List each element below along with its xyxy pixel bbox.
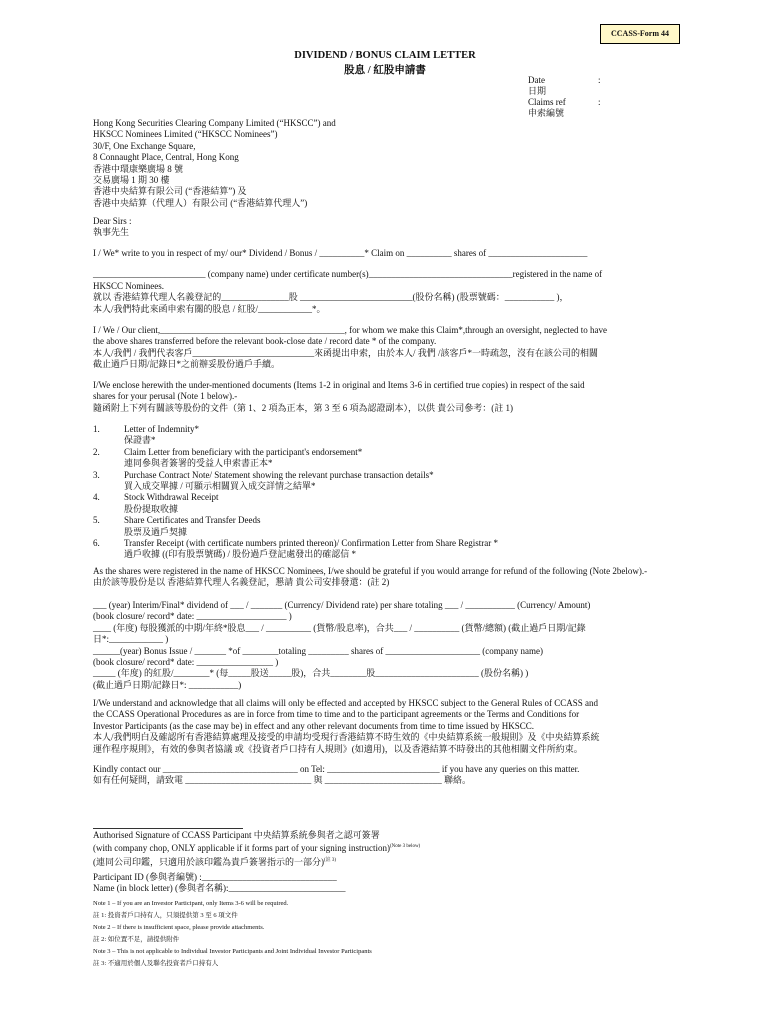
salutation-zh: 執事先生 — [93, 227, 130, 238]
item-zh: 連同參與者簽署的受益人申索書正本* — [124, 458, 273, 469]
item-number: 4. — [93, 492, 100, 503]
text-line: HKSCC Nominees. — [93, 280, 165, 291]
participant-name-field: Name (in block letter) (參與者名稱):__________________________ — [93, 883, 346, 894]
text-line: ______(year) Bonus Issue / _______ *of ________totaling _________ shares of _____________________ (company name) — [93, 645, 543, 656]
text-line: ___ (year) Interim/Final* dividend of ___ / _______ (Currency/ Dividend rate) per share totaling ___ / ___________ (Currency/ Amount) — [93, 600, 591, 610]
signature-chop-text: (with company chop, ONLY applicable if it forms part of your signing instruction) — [93, 843, 390, 854]
item-en: Claim Letter from beneficiary with the participant's endorsement* — [124, 446, 363, 457]
text-line: ____ (年度) 每股獲派的中期/年終*股息___ / __________ (貨幣/股息率)，合共___ / __________ (貨幣/總額) (截止過戶日期/記錄 — [93, 622, 586, 633]
text-line: 本人/我們明白及確認所有香港結算處理及接受的申請均受現行香港結算不時生效的《中央結算系統一般規則》及《中央結算系統 — [93, 732, 600, 743]
text-line: 如有任何疑問，請致電 ____________________________ 與 __________________________ 聯絡。 — [93, 775, 472, 786]
list-item — [93, 492, 677, 515]
title-english: DIVIDEND / BONUS CLAIM LETTER — [294, 50, 476, 61]
list-item — [93, 538, 677, 561]
participant-id-field: Participant ID (參與者編號) :______________________________ — [93, 872, 337, 882]
paragraph-entitlement — [93, 600, 677, 691]
salutation-en: Dear Sirs : — [93, 216, 132, 226]
address-line: HKSCC Nominees Limited (“HKSCC Nominees”) — [93, 129, 278, 140]
paragraph-enclosures — [93, 380, 677, 414]
item-en: Share Certificates and Transfer Deeds — [124, 515, 261, 526]
salutation — [93, 216, 677, 239]
note-ref: (註 3) — [324, 857, 337, 863]
item-en: Transfer Receipt (with certificate numbers printed thereon)/ Confirmation Letter from Share Registrar * — [124, 537, 499, 548]
notes-block — [93, 898, 677, 970]
paragraph-client — [93, 325, 677, 371]
text-line: 隨函附上下列有關該等股份的文件（第 1、2 項為正本，第 3 至 6 項為認證副本），以供 貴公司參考：(註 1) — [93, 402, 513, 413]
list-item — [93, 515, 677, 538]
text-line: _____ (年度) 的紅股/________* (每_____股送_____股)，合共________股_______________________ (股份名稱) ) — [93, 668, 529, 679]
list-item — [93, 424, 677, 447]
address-line: 香港中央結算（代理人）有限公司 (“香港結算代理人”) — [93, 197, 308, 208]
text-line: (book closure/ record* date: _________________ ) — [93, 657, 279, 668]
text-line: 由於該等股份是以 香港結算代理人名義登記，懇請 貴公司安排發還：(註 2) — [93, 577, 390, 588]
text-line: I / We* write to you in respect of my/ our* Dividend / Bonus / __________* Claim on __________ shares of ______________________ — [93, 248, 588, 258]
note-line: 註 2: 如位置不足，請提供附件 — [93, 936, 180, 943]
text-line: (book closure/ record* date: ____________________ ) — [93, 611, 292, 622]
text-line: shares for your perusal (Note 1 below).- — [93, 391, 238, 402]
note-line: Note 3 – This is not applicable to Individual Investor Participants and Joint Individual Investor Participants — [93, 948, 372, 955]
item-number: 1. — [93, 424, 100, 434]
recipient-address — [93, 118, 677, 209]
text-line: 就以 香港結算代理人名義登記的_______________股 _________________________(股份名稱) (股票號碼：___________ )， — [93, 292, 569, 303]
paragraph-acknowledgement — [93, 698, 677, 755]
note-line: 註 3: 不適用於個人及聯名投資者戶口持有人 — [93, 960, 219, 967]
note-line: Note 1 – If you are an Investor Participant, only Items 3-6 will be required. — [93, 900, 289, 907]
item-number: 6. — [93, 537, 100, 548]
signature-line — [93, 828, 243, 829]
address-line: 交易廣場 1 期 30 樓 — [93, 175, 170, 186]
text-line: the above shares transferred before the relevant book-close date / record date * of the company. — [93, 336, 437, 347]
title-chinese: 股息 / 紅股申請書 — [344, 65, 426, 76]
form-number-badge: CCASS-Form 44 — [600, 24, 680, 44]
item-zh: 股份提取收據 — [124, 503, 179, 514]
document-list — [93, 424, 677, 561]
address-line: 香港中環康樂廣場 8 號 — [93, 163, 184, 174]
text-line: 日*:____________ ) — [93, 634, 169, 645]
item-zh: 股票及過戶契據 — [124, 526, 188, 537]
signature-caption: Authorised Signature of CCASS Participant 中央結算系統參與者之認可簽署 — [93, 830, 380, 840]
text-line: As the shares were registered in the name of HKSCC Nominees, I/we should be grateful if you would arrange for refund of the following (Note 2below).- — [93, 566, 648, 576]
text-line: (截止過戶日期/記錄日*: ___________) — [93, 679, 242, 690]
text-line: Kindly contact our ______________________________ on Tel: _________________________ if you have any queries on this matter. — [93, 764, 580, 774]
signature-chop-text-zh: (連同公司印鑑，只適用於該印鑑為貴戶簽署指示的一部分) — [93, 856, 324, 867]
item-number: 5. — [93, 515, 100, 526]
participant-block — [93, 872, 677, 895]
text-line: 截止過戶日期/記錄日*之前辦妥股份過戶手續。 — [93, 359, 281, 370]
text-line: the CCASS Operational Procedures as are in force from time to time and to the participant agreements or the Terms and Conditions for — [93, 709, 580, 720]
note-ref: (Note 3 below) — [389, 844, 421, 850]
text-line: 運作程序規則》，有效的參與者協議 或《投資者戶口持有人規則》(如適用)，以及香港結算不時發出的其他相關文件所約束。 — [93, 743, 583, 754]
item-zh: 買入成交單據 / 可顯示相關買入成交詳情之結單* — [124, 480, 316, 491]
address-line: 30/F, One Exchange Square, — [93, 140, 196, 151]
item-zh: 保證書* — [124, 435, 156, 446]
item-en: Purchase Contract Note/ Statement showing the relevant purchase transaction details* — [124, 469, 434, 480]
address-line: 香港中央結算有限公司 (“香港結算”) 及 — [93, 186, 247, 197]
note-line: 註 1: 投資者戶口持有人，只須提供第 3 至 6 項文件 — [93, 912, 238, 919]
signature-block — [93, 830, 677, 868]
claims-ref-colon: : — [598, 97, 601, 107]
paragraph-refund — [93, 566, 677, 589]
item-en: Stock Withdrawal Receipt — [124, 492, 219, 503]
text-line: I / We / Our client,_________________________________________, for whom we make this Claim*,through an oversight, neglected to have — [93, 325, 608, 335]
text-line: I/We understand and acknowledge that all claims will only be effected and accepted by HKSCC subject to the General Rules of CCASS and — [93, 698, 598, 708]
text-line: Investor Participants (as the case may be) in effect and any other relevant documents from time to time issued by HKSCC. — [93, 720, 534, 731]
address-line: Hong Kong Securities Clearing Company Limited (“HKSCC”) and — [93, 118, 336, 128]
paragraph-contact — [93, 764, 677, 787]
text-line: _________________________ (company name) under certificate number(s)________________________________registered in the name of — [93, 269, 603, 280]
paragraph-claim — [93, 248, 677, 315]
date-label-zh: 日期 — [528, 86, 547, 96]
list-item — [93, 470, 677, 493]
signature-chop-note-zh — [93, 855, 677, 868]
date-label-en: Date — [528, 75, 545, 85]
item-number: 2. — [93, 446, 100, 457]
list-item — [93, 447, 677, 470]
item-en: Letter of Indemnity* — [124, 424, 199, 434]
date-colon: : — [598, 75, 601, 85]
text-line: 本人/我們 / 我們代表客戶___________________________來函提出申索，由於本人/ 我們 /該客戶*一時疏忽，沒有在該公司的相關 — [93, 347, 599, 358]
item-zh: 過戶收據 ((印有股票號碼) / 股份過戶登記處發出的確認信 * — [124, 549, 356, 560]
item-number: 3. — [93, 469, 100, 480]
address-line: 8 Connaught Place, Central, Hong Kong — [93, 152, 239, 163]
note-line: Note 2 – If there is insufficient space, please provide attachments. — [93, 924, 265, 931]
claims-ref-label-zh: 申索編號 — [528, 108, 565, 118]
signature-chop-note — [93, 841, 677, 854]
claims-ref-label-en: Claims ref — [528, 97, 566, 107]
text-line: 本人/我們特此來函申索有關的股息 / 紅股/____________*。 — [93, 303, 326, 314]
text-line: I/We enclose herewith the under-mentioned documents (Items 1-2 in original and Items 3-6 in certified true copies) in respect of the said — [93, 380, 585, 390]
